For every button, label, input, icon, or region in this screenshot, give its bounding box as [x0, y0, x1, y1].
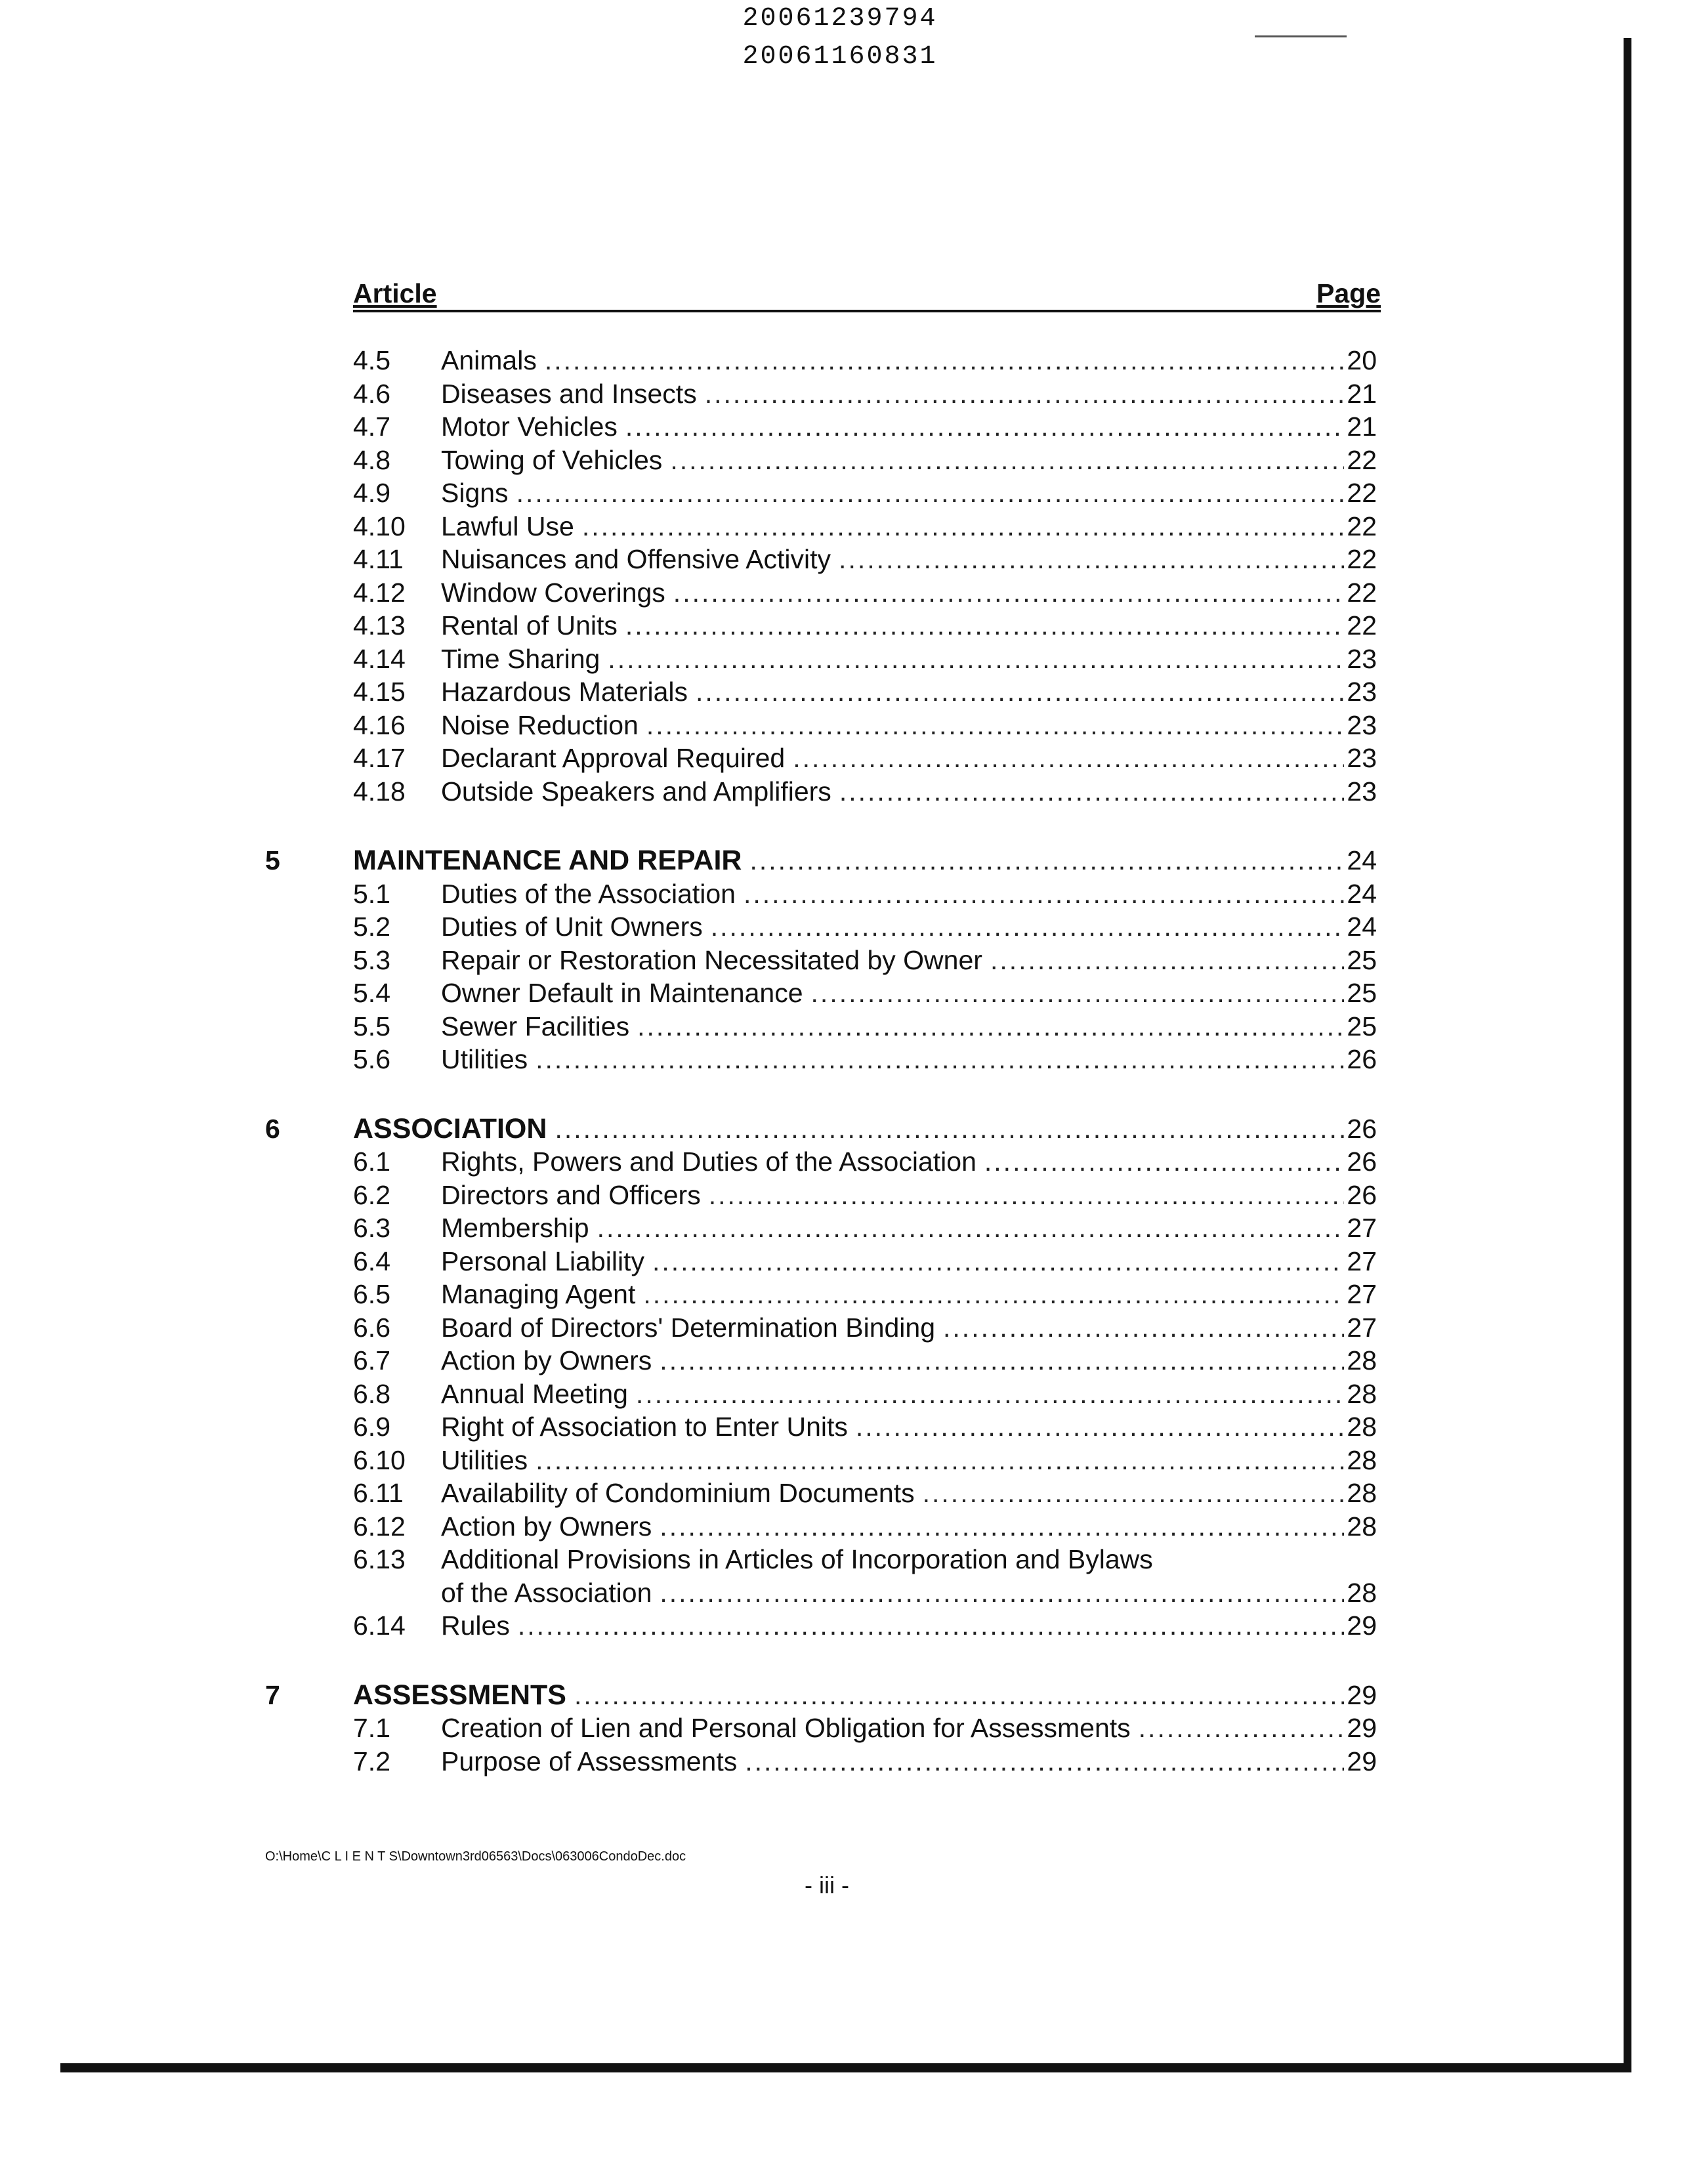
entry-page-number: 22	[1347, 444, 1377, 475]
section-number: 7.2	[353, 1746, 390, 1776]
dot-leader	[555, 1112, 1344, 1145]
entry-title: Action by Owners	[441, 1511, 652, 1542]
entry-title: Action by Owners	[441, 1345, 652, 1376]
toc-entry-leader	[441, 1311, 1377, 1344]
entry-title: MAINTENANCE AND REPAIR	[353, 845, 742, 876]
section-number: 5.3	[353, 944, 390, 975]
entry-title: Window Coverings	[441, 577, 665, 608]
toc-entry-leader	[353, 1112, 1377, 1145]
entry-page-number: 29	[1347, 1610, 1377, 1641]
toc-entry-leader	[441, 742, 1377, 774]
section-number: 6.14	[353, 1610, 406, 1641]
entry-page-number: 24	[1347, 878, 1377, 909]
entry-title: Utilities	[441, 1044, 528, 1074]
entry-page-number: 27	[1347, 1213, 1377, 1243]
section-number: 4.18	[353, 776, 406, 807]
section-number: 6.11	[353, 1478, 404, 1508]
toc-entry-leader	[441, 1444, 1377, 1477]
toc-entry-leader	[441, 1010, 1377, 1043]
dot-leader	[705, 377, 1345, 410]
dot-leader	[643, 1278, 1344, 1311]
toc-entry-leader	[441, 410, 1377, 443]
entry-page-number: 23	[1347, 643, 1377, 674]
toc-column-header	[353, 278, 1381, 312]
toc-section-entry	[0, 910, 1377, 943]
entry-title: Managing Agent	[441, 1279, 636, 1309]
entry-page-number: 24	[1347, 912, 1377, 942]
toc-section-entry	[0, 444, 1377, 476]
entry-title: Duties of the Association	[441, 878, 736, 909]
entry-page-number: 23	[1347, 677, 1377, 707]
entry-title: Membership	[441, 1213, 589, 1243]
toc-section-entry	[0, 344, 1377, 377]
entry-title: Rules	[441, 1610, 510, 1641]
entry-page-number: 22	[1347, 577, 1377, 608]
toc-section-entry	[0, 1179, 1377, 1211]
toc-entry-leader	[441, 510, 1377, 543]
entry-title: Time Sharing	[441, 643, 600, 674]
section-number: 6.13	[353, 1544, 406, 1574]
entry-title: Motor Vehicles	[441, 411, 618, 442]
dot-leader	[660, 1510, 1344, 1543]
toc-section-entry	[0, 709, 1377, 742]
toc-entry-leader	[441, 1278, 1377, 1311]
entry-page-number: 29	[1347, 1679, 1377, 1710]
toc-section-entry	[0, 1211, 1377, 1244]
dot-leader	[711, 910, 1345, 943]
footer-page-number: - iii -	[805, 1872, 849, 1899]
section-number: 4.12	[353, 577, 406, 608]
section-number: 5.5	[353, 1011, 390, 1041]
entry-page-number: 25	[1347, 944, 1377, 975]
entry-page-number: 26	[1347, 1044, 1377, 1074]
toc-section-entry	[0, 1245, 1377, 1278]
toc-section-entry	[0, 675, 1377, 708]
section-number: 6.12	[353, 1511, 406, 1542]
toc-entry-leader	[441, 877, 1377, 910]
toc-entry-leader	[441, 1043, 1377, 1076]
toc-section-entry	[0, 877, 1377, 910]
section-number: 6.3	[353, 1213, 390, 1243]
footer-file-path: O:\Home\C L I E N T S\Downtown3rd06563\Docs\063006CondoDec.doc	[265, 1849, 686, 1864]
section-number: 6.7	[353, 1345, 390, 1376]
section-number: 5.4	[353, 978, 390, 1008]
dot-leader	[811, 976, 1345, 1009]
toc-entry-leader	[441, 1609, 1377, 1642]
toc-section-entry	[0, 1043, 1377, 1076]
entry-title: of the Association	[441, 1577, 652, 1608]
dot-leader	[749, 844, 1344, 877]
toc-entry-leader	[441, 1211, 1377, 1244]
entry-title: Animals	[441, 345, 537, 375]
dot-leader	[660, 1576, 1344, 1609]
scan-border-right	[1624, 38, 1631, 2072]
section-number: 5.1	[353, 878, 390, 909]
section-number: 5.6	[353, 1044, 390, 1074]
toc-entry-leader	[441, 709, 1377, 742]
entry-title: Declarant Approval Required	[441, 743, 786, 773]
entry-page-number: 23	[1347, 743, 1377, 773]
entry-page-number: 27	[1347, 1279, 1377, 1309]
dot-leader	[839, 775, 1345, 808]
toc-section-entry	[0, 476, 1377, 509]
article-number: 5	[265, 845, 280, 875]
dot-leader	[696, 675, 1344, 708]
section-number: 6.8	[353, 1378, 390, 1409]
toc-entry-leader	[441, 976, 1377, 1009]
dot-leader	[536, 1043, 1344, 1076]
entry-page-number: 28	[1347, 1577, 1377, 1608]
entry-page-number: 28	[1347, 1511, 1377, 1542]
toc-section-entry	[0, 976, 1377, 1009]
dot-leader	[637, 1010, 1344, 1043]
dot-leader	[636, 1377, 1344, 1410]
toc-article-entry	[0, 844, 1377, 877]
entry-page-number: 22	[1347, 610, 1377, 640]
record-number-2: 20061160831	[742, 42, 938, 72]
toc-entry-leader	[441, 576, 1377, 609]
record-numbers	[591, 0, 1089, 76]
toc-entry-leader	[441, 642, 1377, 675]
toc-section-entry	[0, 1010, 1377, 1043]
entry-title: Rental of Units	[441, 610, 618, 640]
dot-leader	[856, 1410, 1345, 1443]
dot-leader	[574, 1679, 1344, 1712]
entry-title: Additional Provisions in Articles of Incorporation and Bylaws	[441, 1544, 1153, 1574]
toc-section-entry	[0, 742, 1377, 774]
entry-page-number: 29	[1347, 1746, 1377, 1776]
dot-leader	[597, 1211, 1345, 1244]
section-number: 4.8	[353, 444, 390, 475]
entry-page-number: 22	[1347, 544, 1377, 574]
entry-title: Personal Liability	[441, 1246, 644, 1276]
toc-article-entry	[0, 1679, 1377, 1712]
section-number: 4.9	[353, 478, 390, 508]
dot-leader	[518, 1609, 1345, 1642]
section-number: 4.16	[353, 709, 406, 740]
entry-title: Outside Speakers and Amplifiers	[441, 776, 831, 807]
toc-section-entry	[0, 1712, 1377, 1744]
entry-title: Purpose of Assessments	[441, 1746, 738, 1776]
toc-entry-leader	[353, 1679, 1377, 1712]
entry-title: Sewer Facilities	[441, 1011, 630, 1041]
dot-leader	[670, 444, 1344, 476]
toc-article-entry	[0, 1112, 1377, 1145]
toc-entry-leader	[441, 1410, 1377, 1443]
toc-entry-leader	[441, 543, 1377, 576]
entry-page-number: 25	[1347, 978, 1377, 1008]
entry-page-number: 26	[1347, 1146, 1377, 1177]
toc-section-entry	[0, 576, 1377, 609]
entry-page-number: 23	[1347, 776, 1377, 807]
entry-title: Right of Association to Enter Units	[441, 1412, 848, 1442]
scan-mark	[1255, 35, 1347, 37]
entry-page-number: 27	[1347, 1246, 1377, 1276]
entry-title: Duties of Unit Owners	[441, 912, 703, 942]
dot-leader	[709, 1179, 1345, 1211]
toc-section-entry	[0, 543, 1377, 576]
dot-leader	[625, 410, 1344, 443]
entry-page-number: 21	[1347, 411, 1377, 442]
section-number: 4.17	[353, 743, 406, 773]
entry-title: Repair or Restoration Necessitated by Owner	[441, 944, 982, 975]
dot-leader	[673, 576, 1345, 609]
dot-leader	[582, 510, 1345, 543]
entry-page-number: 28	[1347, 1412, 1377, 1442]
toc-section-entry	[0, 1609, 1377, 1642]
toc-section-entry	[0, 1311, 1377, 1344]
toc-section-entry	[0, 1444, 1377, 1477]
toc-entry-leader	[441, 344, 1377, 377]
entry-title: Noise Reduction	[441, 709, 639, 740]
dot-leader	[1139, 1712, 1345, 1744]
toc-section-entry	[0, 510, 1377, 543]
entry-title: Hazardous Materials	[441, 677, 688, 707]
toc-section-entry	[0, 1344, 1377, 1377]
article-number: 7	[265, 1679, 280, 1710]
entry-title: ASSESSMENTS	[353, 1679, 566, 1711]
toc-entry-leader	[441, 1477, 1377, 1509]
toc-section-entry	[0, 1410, 1377, 1443]
entry-page-number: 28	[1347, 1345, 1377, 1376]
entry-title: Creation of Lien and Personal Obligation for Assessments	[441, 1713, 1131, 1743]
entry-title: Towing of Vehicles	[441, 444, 663, 475]
entry-title: Utilities	[441, 1444, 528, 1475]
entry-page-number: 22	[1347, 511, 1377, 541]
entry-title: Directors and Officers	[441, 1179, 701, 1210]
entry-page-number: 28	[1347, 1444, 1377, 1475]
toc-entry-leader	[441, 377, 1377, 410]
toc-entry-leader	[441, 910, 1377, 943]
entry-title: Nuisances and Offensive Activity	[441, 544, 831, 574]
entry-page-number: 21	[1347, 378, 1377, 409]
toc-entry-leader	[441, 1745, 1377, 1778]
section-number: 6.6	[353, 1312, 390, 1343]
toc-section-entry	[0, 1477, 1377, 1509]
entry-title: Annual Meeting	[441, 1378, 628, 1409]
entry-title: Owner Default in Maintenance	[441, 978, 803, 1008]
toc-entry-leader	[441, 1245, 1377, 1278]
toc-entry-leader	[441, 609, 1377, 642]
dot-leader	[793, 742, 1344, 774]
entry-title: Signs	[441, 478, 509, 508]
entry-title: ASSOCIATION	[353, 1112, 547, 1144]
entry-title: Rights, Powers and Duties of the Association	[441, 1146, 976, 1177]
dot-leader	[660, 1344, 1344, 1377]
section-number: 6.5	[353, 1279, 390, 1309]
toc-section-entry	[0, 1576, 1377, 1609]
toc-section-entry	[0, 1278, 1377, 1311]
entry-page-number: 22	[1347, 478, 1377, 508]
toc-entry-leader	[441, 1145, 1377, 1178]
entry-page-number: 26	[1347, 1113, 1377, 1144]
toc-section-entry	[0, 377, 1377, 410]
dot-leader	[990, 944, 1344, 976]
toc-section-entry	[0, 775, 1377, 808]
article-number: 6	[265, 1113, 280, 1144]
dot-leader	[516, 476, 1345, 509]
toc-section-entry	[0, 1377, 1377, 1410]
section-number: 4.6	[353, 378, 390, 409]
dot-leader	[536, 1444, 1344, 1477]
dot-leader	[984, 1145, 1345, 1178]
section-number: 6.10	[353, 1444, 406, 1475]
toc-entry-leader	[441, 1377, 1377, 1410]
section-number: 6.4	[353, 1246, 390, 1276]
dot-leader	[839, 543, 1344, 576]
toc-entry-leader	[441, 675, 1377, 708]
dot-leader	[923, 1477, 1345, 1509]
toc-entry-leader	[441, 1712, 1377, 1744]
toc-section-entry	[0, 609, 1377, 642]
section-number: 4.5	[353, 345, 390, 375]
toc-section-entry	[0, 1745, 1377, 1778]
entry-page-number: 27	[1347, 1312, 1377, 1343]
entry-page-number: 25	[1347, 1011, 1377, 1041]
toc-entry-leader	[441, 775, 1377, 808]
toc-entry-leader	[441, 944, 1377, 976]
dot-leader	[652, 1245, 1344, 1278]
entry-page-number: 20	[1347, 345, 1377, 375]
column-article-label: Article	[353, 278, 437, 308]
dot-leader	[545, 344, 1345, 377]
dot-leader	[625, 609, 1344, 642]
entry-page-number: 24	[1347, 845, 1377, 875]
entry-title: Lawful Use	[441, 511, 574, 541]
section-number: 4.15	[353, 677, 406, 707]
dot-leader	[745, 1745, 1344, 1778]
scan-border-bottom	[60, 2063, 1631, 2072]
entry-page-number: 28	[1347, 1478, 1377, 1508]
section-number: 5.2	[353, 912, 390, 942]
entry-page-number: 26	[1347, 1179, 1377, 1210]
toc-entry-leader	[441, 1344, 1377, 1377]
toc-section-entry	[0, 1145, 1377, 1178]
entry-title: Diseases and Insects	[441, 378, 697, 409]
section-number: 4.10	[353, 511, 406, 541]
column-page-label: Page	[1316, 278, 1381, 308]
section-number: 4.14	[353, 643, 406, 674]
toc-entry-leader	[441, 1179, 1377, 1211]
toc-entry-leader	[441, 476, 1377, 509]
toc-section-entry	[0, 944, 1377, 976]
entry-title: Availability of Condominium Documents	[441, 1478, 915, 1508]
toc-entry-leader	[441, 444, 1377, 476]
section-number: 4.13	[353, 610, 406, 640]
toc-section-entry	[0, 1543, 1377, 1576]
section-number: 4.7	[353, 411, 390, 442]
dot-leader	[608, 642, 1344, 675]
dot-leader	[744, 877, 1344, 910]
toc-entry-leader	[441, 1510, 1377, 1543]
toc-section-entry	[0, 410, 1377, 443]
toc-section-entry	[0, 1510, 1377, 1543]
section-number: 4.11	[353, 544, 404, 574]
section-number: 7.1	[353, 1713, 390, 1743]
entry-page-number: 28	[1347, 1378, 1377, 1409]
toc-entry-leader	[353, 844, 1377, 877]
section-number: 6.9	[353, 1412, 390, 1442]
dot-leader	[646, 709, 1345, 742]
dot-leader	[943, 1311, 1344, 1344]
toc-section-entry	[0, 642, 1377, 675]
entry-page-number: 23	[1347, 709, 1377, 740]
toc-entry-leader	[441, 1576, 1377, 1609]
entry-title: Board of Directors' Determination Binding	[441, 1312, 936, 1343]
section-number: 6.1	[353, 1146, 390, 1177]
record-number-1: 20061239794	[742, 4, 938, 33]
entry-page-number: 29	[1347, 1713, 1377, 1743]
section-number: 6.2	[353, 1179, 390, 1210]
